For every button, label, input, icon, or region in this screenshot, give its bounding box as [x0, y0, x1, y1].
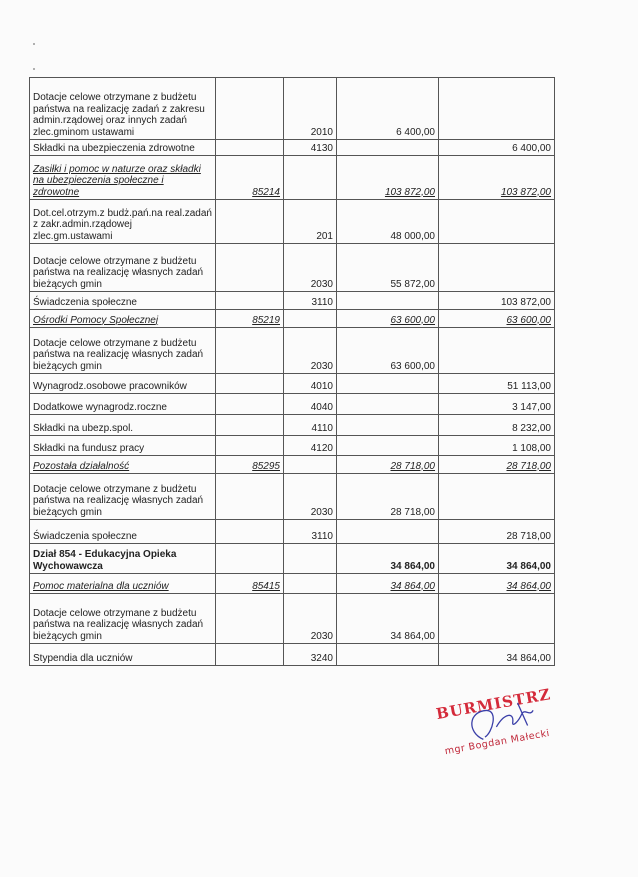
row-income [337, 140, 439, 156]
budget-table [29, 77, 555, 666]
row-section: 85214 [216, 156, 284, 200]
row-income: 28 718,00 [337, 456, 439, 474]
row-section [216, 374, 284, 394]
row-label: Dział 854 - Edukacyjna Opieka Wychowawcza [30, 544, 216, 574]
row-expense: 63 600,00 [439, 310, 555, 328]
row-income: 34 864,00 [337, 544, 439, 574]
row-paragraph: 2030 [284, 594, 337, 644]
row-expense [439, 244, 555, 292]
stamp-name: mgr Bogdan Małecki [443, 727, 551, 758]
row-paragraph [284, 574, 337, 594]
row-section [216, 244, 284, 292]
table-row [30, 292, 555, 310]
row-paragraph: 2030 [284, 328, 337, 374]
row-label: Dot.cel.otrzym.z budż.pań.na real.zadań z zakr.admin.rządowej zlec.gm.ustawami [30, 200, 216, 244]
row-label: Świadczenia społeczne [30, 292, 216, 310]
row-expense: 28 718,00 [439, 520, 555, 544]
row-expense: 3 147,00 [439, 394, 555, 415]
row-income [337, 374, 439, 394]
table-row [30, 415, 555, 436]
row-label: Składki na ubezpieczenia zdrowotne [30, 140, 216, 156]
row-paragraph: 4120 [284, 436, 337, 456]
row-section [216, 292, 284, 310]
table-row [30, 456, 555, 474]
row-income: 63 600,00 [337, 328, 439, 374]
row-expense: 34 864,00 [439, 574, 555, 594]
row-paragraph: 3110 [284, 520, 337, 544]
table-row [30, 474, 555, 520]
table-row [30, 244, 555, 292]
table-row [30, 520, 555, 544]
row-expense: 28 718,00 [439, 456, 555, 474]
row-income: 63 600,00 [337, 310, 439, 328]
row-section: 85219 [216, 310, 284, 328]
row-paragraph: 4110 [284, 415, 337, 436]
row-label: Dodatkowe wynagrodz.roczne [30, 394, 216, 415]
row-expense: 1 108,00 [439, 436, 555, 456]
table-row [30, 574, 555, 594]
row-expense: 103 872,00 [439, 156, 555, 200]
mayor-stamp [426, 678, 578, 781]
row-expense: 103 872,00 [439, 292, 555, 310]
row-section [216, 140, 284, 156]
row-expense: 51 113,00 [439, 374, 555, 394]
table-row [30, 310, 555, 328]
table-row [30, 78, 555, 140]
row-paragraph [284, 156, 337, 200]
stamp-title: BURMISTRZ [434, 685, 553, 724]
row-income: 55 872,00 [337, 244, 439, 292]
row-label: Pozostała działalność [30, 456, 216, 474]
row-expense: 34 864,00 [439, 544, 555, 574]
row-income [337, 520, 439, 544]
table-row [30, 200, 555, 244]
row-expense: 34 864,00 [439, 644, 555, 666]
table-row [30, 644, 555, 666]
row-section [216, 436, 284, 456]
row-income: 28 718,00 [337, 474, 439, 520]
row-expense [439, 328, 555, 374]
row-section: 85415 [216, 574, 284, 594]
row-section [216, 544, 284, 574]
row-section [216, 415, 284, 436]
row-expense: 8 232,00 [439, 415, 555, 436]
row-label: Świadczenia społeczne [30, 520, 216, 544]
table-row [30, 374, 555, 394]
row-label: Stypendia dla uczniów [30, 644, 216, 666]
row-expense: 6 400,00 [439, 140, 555, 156]
row-income: 34 864,00 [337, 574, 439, 594]
row-section [216, 520, 284, 544]
row-income [337, 394, 439, 415]
scan-speck [33, 68, 35, 70]
row-expense [439, 474, 555, 520]
table-row [30, 544, 555, 574]
row-label: Składki na fundusz pracy [30, 436, 216, 456]
scan-speck [33, 43, 35, 45]
row-label: Dotacje celowe otrzymane z budżetu państwa na realizację zadań z zakresu admin.rządowej oraz innych zadań zlec.gminom ustawami [30, 78, 216, 140]
row-income [337, 415, 439, 436]
budget-table-body [30, 78, 555, 666]
row-label: Dotacje celowe otrzymane z budżetu państwa na realizację własnych zadań bieżących gmin [30, 328, 216, 374]
row-label: Dotacje celowe otrzymane z budżetu państwa na realizację własnych zadań bieżących gmin [30, 244, 216, 292]
row-section [216, 594, 284, 644]
row-paragraph: 2030 [284, 474, 337, 520]
row-income: 34 864,00 [337, 594, 439, 644]
row-income [337, 644, 439, 666]
row-income [337, 292, 439, 310]
row-paragraph [284, 544, 337, 574]
row-section [216, 78, 284, 140]
row-section [216, 328, 284, 374]
table-row [30, 594, 555, 644]
row-label: Pomoc materialna dla uczniów [30, 574, 216, 594]
row-label: Dotacje celowe otrzymane z budżetu państwa na realizację własnych zadań bieżących gmin [30, 594, 216, 644]
row-label: Składki na ubezp.spol. [30, 415, 216, 436]
row-label: Zasiłki i pomoc w naturze oraz składki na ubezpieczenia społeczne i zdrowotne [30, 156, 216, 200]
row-paragraph: 201 [284, 200, 337, 244]
row-expense [439, 594, 555, 644]
row-section [216, 474, 284, 520]
row-paragraph: 4010 [284, 374, 337, 394]
row-expense [439, 78, 555, 140]
row-label: Ośrodki Pomocy Społecznej [30, 310, 216, 328]
row-paragraph: 2010 [284, 78, 337, 140]
row-expense [439, 200, 555, 244]
row-income: 6 400,00 [337, 78, 439, 140]
row-paragraph: 4040 [284, 394, 337, 415]
table-row [30, 394, 555, 415]
row-label: Dotacje celowe otrzymane z budżetu państwa na realizację własnych zadań bieżących gmin [30, 474, 216, 520]
row-income: 48 000,00 [337, 200, 439, 244]
row-section [216, 200, 284, 244]
row-section: 85295 [216, 456, 284, 474]
row-paragraph [284, 310, 337, 328]
row-paragraph: 3110 [284, 292, 337, 310]
row-label: Wynagrodz.osobowe pracowników [30, 374, 216, 394]
row-paragraph: 2030 [284, 244, 337, 292]
row-section [216, 644, 284, 666]
row-section [216, 394, 284, 415]
row-paragraph [284, 456, 337, 474]
table-row [30, 140, 555, 156]
row-income: 103 872,00 [337, 156, 439, 200]
row-paragraph: 4130 [284, 140, 337, 156]
row-paragraph: 3240 [284, 644, 337, 666]
table-row [30, 156, 555, 200]
row-income [337, 436, 439, 456]
table-row [30, 436, 555, 456]
table-row [30, 328, 555, 374]
